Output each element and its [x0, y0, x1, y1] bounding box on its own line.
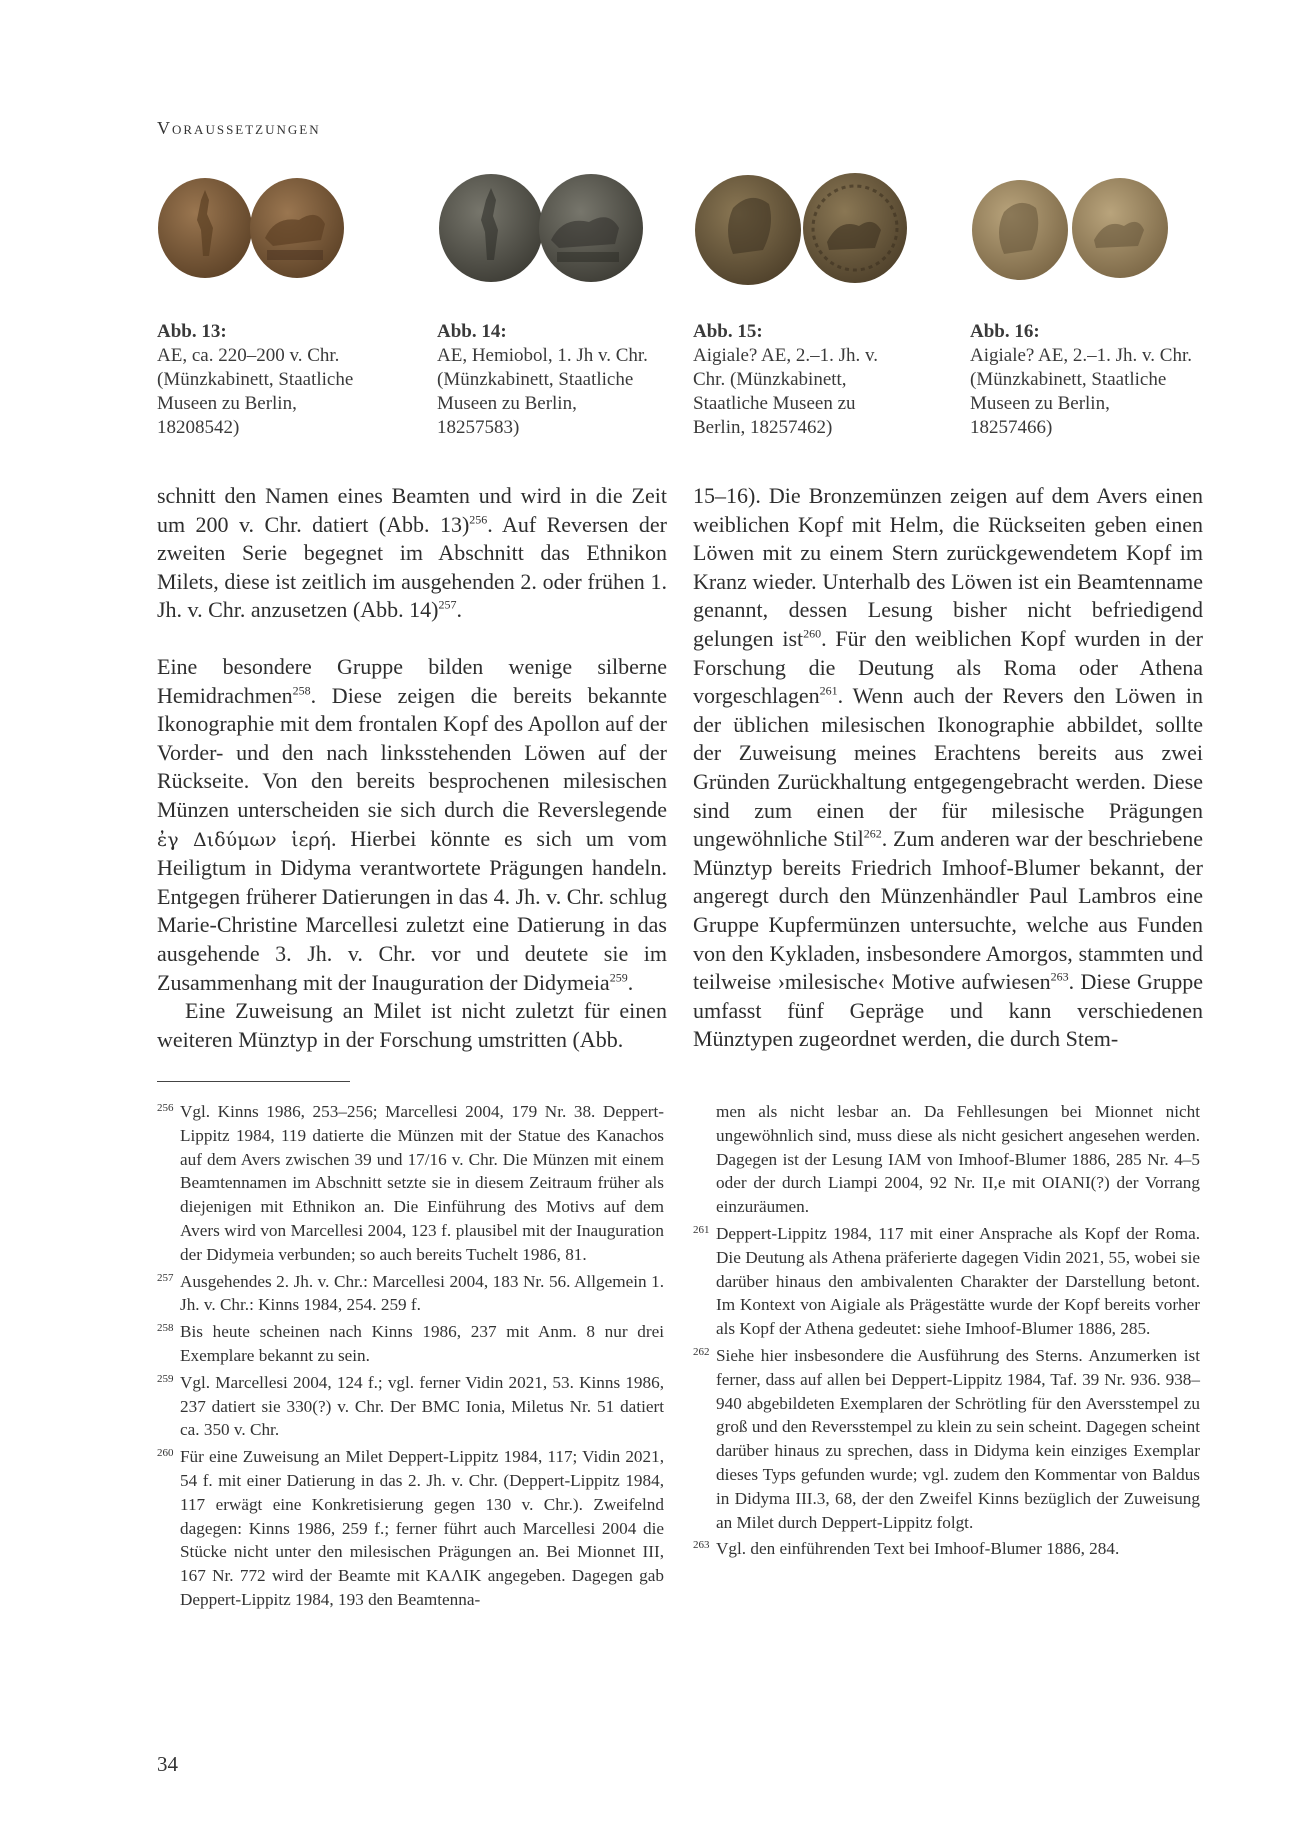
figure-16-coins — [970, 168, 1170, 288]
footnotes-right-column — [693, 1100, 1200, 1564]
footnote-number: 263 — [693, 1539, 710, 1552]
footnote-separator — [157, 1081, 350, 1082]
footnote-ref[interactable]: 261 — [819, 683, 838, 698]
footnote-ref[interactable]: 256 — [469, 512, 488, 527]
footnote-ref[interactable]: 259 — [609, 970, 628, 985]
figure-15-title: Abb. 15: — [693, 321, 763, 342]
footnote-ref[interactable]: 258 — [292, 683, 311, 698]
footnote-ref[interactable]: 260 — [803, 626, 822, 641]
figure-15-caption — [693, 320, 908, 440]
footnote: 259 Vgl. Marcellesi 2004, 124 f.; vgl. ferner Vidin 2021, 53. Kinns 1986, 237 datiert sie 330(?) v. Chr. Der BMC Ionia, Miletus Nr. 51 datiert ca. 350 v. Chr. — [157, 1372, 664, 1440]
figure-14-coins — [437, 168, 647, 288]
footnote-ref[interactable]: 263 — [1050, 969, 1069, 984]
running-head: Voraussetzungen — [157, 118, 321, 138]
footnote-ref[interactable]: 262 — [863, 826, 882, 841]
footnotes-left-column — [157, 1100, 664, 1615]
figure-13-text: AE, ca. 220–200 v. Chr. (Münzkabinett, Staatliche Museen zu Berlin, 18208542) — [157, 345, 354, 438]
figure-13-title: Abb. 13: — [157, 321, 227, 342]
footnote-number: 261 — [693, 1223, 710, 1236]
figure-16-text: Aigiale? AE, 2.–1. Jh. v. Chr. (Münzkabinett, Staatliche Museen zu Berlin, 18257466) — [970, 345, 1192, 438]
coin-photo — [437, 168, 647, 288]
paragraph: 15–16). Die Bronzemünzen zeigen auf dem Avers einen weiblichen Kopf mit Helm, die Rückseiten geben einen Löwen mit zu einem Stern zurückgewendetem Kopf im Kranz wieder. Unterhalb des Löwen ist ein Beamtenname genannt, dessen Lesung bisher nicht befriedigend gelungen ist$^{260}$. Für den weiblichen Kopf wurden in der Forschung die Deutung als Roma oder Athena vorgeschlagen$^{261}$. Wenn auch der Revers den Löwen in der üblichen milesischen Ikonographie abbildet, sollte der Zuweisung meines Erachtens bereits aus zwei Gründen Zurückhaltung entgegengebracht werden. Diese sind zum einen der für milesische Prägungen ungewöhnliche Stil$^{262}$. Zum anderen war der beschriebene Münztyp bereits Friedrich Imhoof-Blumer bekannt, der angeregt durch den Münzenhändler Paul Lambros eine Gruppe Kupfermünzen untersuchte, welche aus Funden von den Kykladen, insbesondere Amorgos, stammten und teilweise ›milesische‹ Motive aufwiesen$^{263}$. Diese Gruppe umfasst fünf Gepräge und kann verschiedenen Münztypen zugeordnet werden, die durch Stem- — [693, 483, 1203, 1052]
footnote-continuation: men als nicht lesbar an. Da Fehllesungen bei Mionnet nicht ungewöhnlich sind, muss diese als nicht gesichert angesehen werden. Dagegen ist der Lesung IAM von Imhoof-Blumer 1886, 285 Nr. 4–5 oder der durch Liampi 2004, 92 Nr. II,e mit OIANI(?) der Vorrang einzuräumen. — [716, 1102, 1200, 1217]
figure-16-title: Abb. 16: — [970, 321, 1040, 342]
figure-16-caption — [970, 320, 1195, 440]
footnote: 263 Vgl. den einführenden Text bei Imhoof-Blumer 1886, 284. — [693, 1539, 1120, 1559]
footnote-number: 257 — [157, 1271, 174, 1284]
greek-legend: ἐγ Διδύμων ἱερή — [157, 828, 331, 851]
body-right-column — [693, 482, 1203, 1054]
footnote-number: 256 — [157, 1102, 174, 1114]
footnote-number: 259 — [157, 1372, 174, 1385]
footnote-number: 258 — [157, 1322, 174, 1335]
paragraph: Eine Zuweisung an Milet ist nicht zuletzt für einen weiteren Münztyp in der Forschung umstritten (Abb. — [157, 998, 667, 1052]
coin-photo — [970, 168, 1170, 288]
footnote: 262 Siehe hier insbesondere die Ausführung des Sterns. Anzumerken ist ferner, dass auf allen bei Deppert-Lippitz 1984, Taf. 39 Nr. 936. 938–940 abgebildeten Exemplaren der Schrötling für den Aversstempel zu groß und den Reversstempel zu klein zu sein scheint. Dagegen scheint darüber hinaus zu sprechen, dass in Didyma kein einziges Exemplar dieses Typs gefunden wurde; vgl. zudem den Kommentar von Baldus in Didyma III.3, 68, der den Zweifel Kinns bezüglich der Zuweisung an Milet durch Deppert-Lippitz folgt. — [693, 1345, 1200, 1532]
footnote: 258 Bis heute scheinen nach Kinns 1986, 237 mit Anm. 8 nur drei Exemplare bekannt zu sein. — [157, 1322, 664, 1365]
coin-photo — [157, 168, 347, 288]
figure-14-caption — [437, 320, 652, 440]
figure-13-caption — [157, 320, 372, 440]
paragraph: Eine besondere Gruppe bilden wenige silberne Hemidrachmen$^{258}$. Diese zeigen die bereits bekannte Ikonographie mit dem frontalen Kopf des Apollon auf der Vorder- und den nach linksstehenden Löwen auf der Rückseite. Von den bereits besprochenen milesischen Münzen unterscheiden sie sich durch die Reverslegende ἐγ Διδύμων ἱερή. Hierbei könnte es sich um vom Heiligtum in Didyma verantwortete Prägungen handeln. Entgegen früherer Datierungen in das 4. Jh. v. Chr. schlug Marie-Christine Marcellesi zuletzt eine Datierung in das ausgehende 3. Jh. v. Chr. vor und deutete sie im Zusammenhang mit der Inauguration der Didymeia$^{259}$. — [157, 653, 667, 995]
figure-13-coins — [157, 168, 347, 288]
footnote: 261 Deppert-Lippitz 1984, 117 mit einer Ansprache als Kopf der Roma. Die Deutung als Athena präferierte dagegen Vidin 2021, 55, wobei sie darüber hinaus den ambivalenten Charakter der Darstellung betont. Im Kontext von Aigiale als Prägestätte wurde der Kopf bereits vorher als Kopf der Athena gedeutet: siehe Imhoof-Blumer 1886, 285. — [693, 1223, 1200, 1339]
figure-15-coins — [693, 168, 908, 288]
footnote-number: 262 — [693, 1345, 710, 1358]
coin-photo — [693, 168, 908, 288]
figure-15-text: Aigiale? AE, 2.–1. Jh. v. Chr. (Münzkabinett, Staatliche Museen zu Berlin, 18257462) — [693, 345, 879, 438]
footnote-number: 260 — [157, 1447, 174, 1460]
page-number: 34 — [157, 1752, 178, 1776]
paragraph: schnitt den Namen eines Beamten und wird in die Zeit um 200 v. Chr. datiert (Abb. 13)$^{256}$. Auf Reversen der zweiten Serie begegnet im Abschnitt das Ethnikon Milets, diese ist zeitlich im ausgehenden 2. oder frühen 1. Jh. v. Chr. anzusetzen (Abb. 14)$^{257}$. — [157, 483, 667, 623]
footnote: 257 Ausgehendes 2. Jh. v. Chr.: Marcellesi 2004, 183 Nr. 56. Allgemein 1. Jh. v. Chr.: Kinns 1984, 254. 259 f. — [157, 1271, 664, 1315]
figure-14-text: AE, Hemiobol, 1. Jh v. Chr. (Münzkabinett, Staatliche Museen zu Berlin, 18257583) — [437, 345, 648, 438]
footnote: 256 Vgl. Kinns 1986, 253–256; Marcellesi 2004, 179 Nr. 38. Deppert-Lippitz 1984, 119 datierte die Münzen mit der Statue des Kanachos auf dem Avers zwischen 39 und 17/16 v. Chr. Die Münzen mit einem Beamtennamen im Abschnitt setzte sie in diesem Zeitraum früher als diejenigen mit Ethnikon an. Die Einführung des Motivs auf dem Avers wird von Marcellesi 2004, 123 f. plausibel mit der Inauguration der Didymeia verbunden; so auch bereits Tuchelt 1986, 81. — [157, 1102, 664, 1264]
body-left-column — [157, 482, 667, 1054]
footnote-ref[interactable]: 257 — [438, 598, 457, 613]
figure-14-title: Abb. 14: — [437, 321, 507, 342]
footnote: 260 Für eine Zuweisung an Milet Deppert-Lippitz 1984, 117; Vidin 2021, 54 f. mit einer Datierung in das 2. Jh. v. Chr. (Deppert-Lippitz 1984, 117 erwägt eine Konkretisierung gegen 130 v. Chr.). Zweifelnd dagegen: Kinns 1986, 259 f.; ferner führt auch Marcellesi 2004 die Stücke nicht unter den milesischen Prägungen an. Bei Mionnet III, 167 Nr. 772 wird der Beamte mit ΚΑΛΙΚ angegeben. Dagegen gab Deppert-Lippitz 1984, 193 den Beamtenna- — [157, 1447, 664, 1609]
